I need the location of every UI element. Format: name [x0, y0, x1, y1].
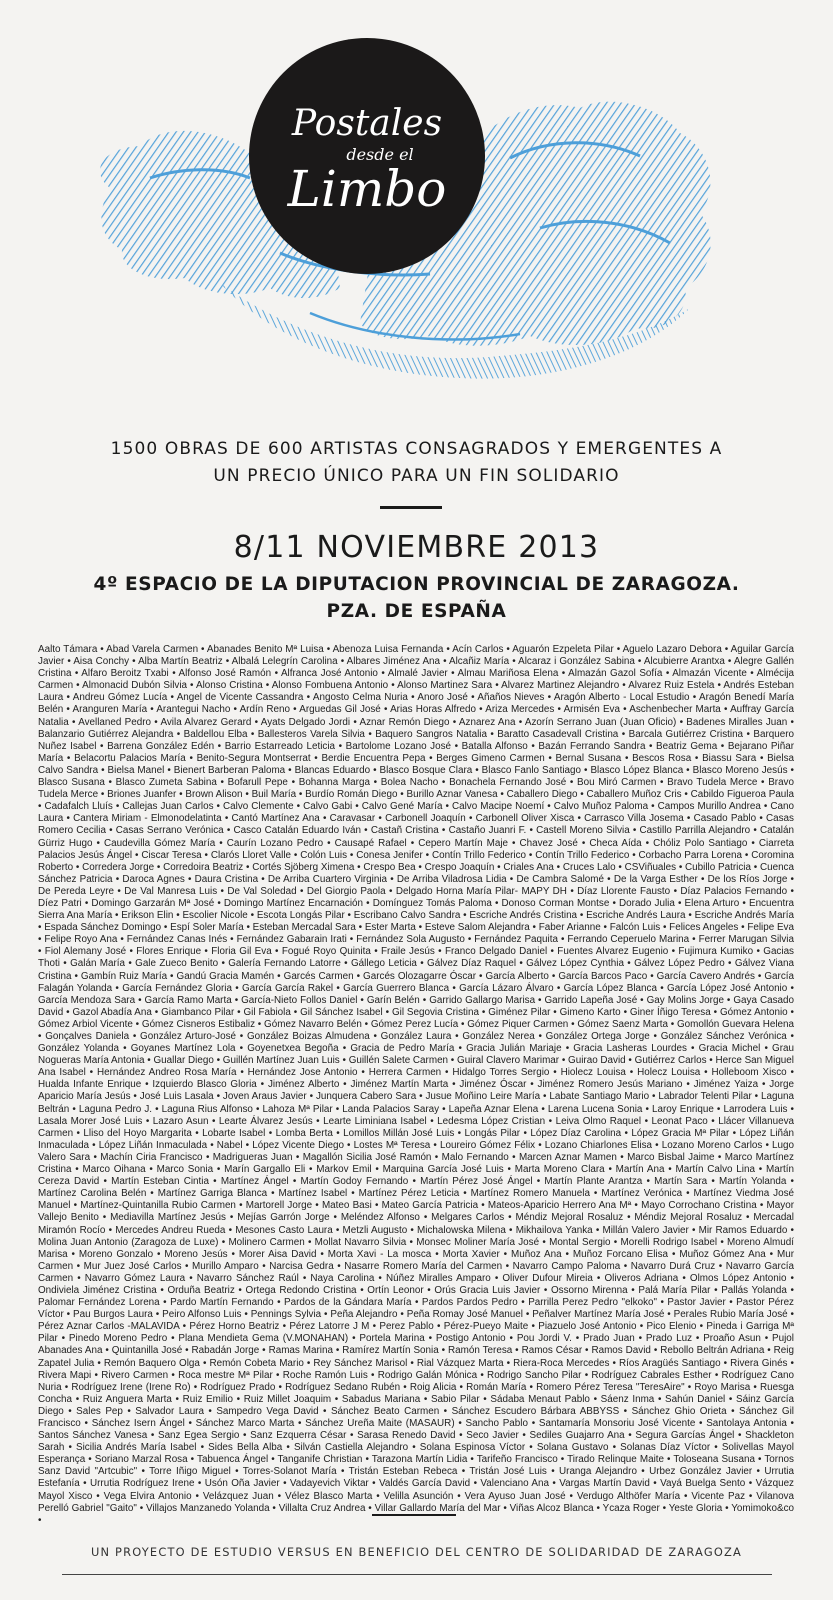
logo-line3: Limbo	[287, 160, 447, 218]
artist-list: Aalto Támara • Abad Varela Carmen • Abanades Benito Mª Luisa • Abenoza Luisa Fernanda • Acín Carlos • Aguarón Ezpeleta Pilar • Aguelo Lazaro Debora • Aguilar García Javier • Aisa Conchy • Alba Martín Beatriz • Albalá Lelegrín Carolina • Albares Jiménez Ana • Alcañiz María • Alcaraz i González Sabina • Alcubierre Arantxa • Alegre Gallén Cristina • Alfaro Beroitz Txabi • Alfonso José Ramón • Alfranca José Antonio • Almalé Javier • Almau Mariñosa Elena • Almazán Gazol Sofía • Almazán Vicente • Almécija Carmen • Almonacid Dubón Silvia • Alonso Cristina • Alonso Fombuena Antonio • Alonso Martinez Sara • Alvarez Martinez Alejandro • Alvarez Ruiz Estela • Andrés Esteban Laura • Andreu Gómez Lucía • Angel de Vicente Cassandra • Angosto Celma Nuria • Anoro José • Añaños Nieves • Aragón Alberto - Local Estudio • Aragón Benedí María Belén • Aranguren María • Arantegui Nacho • Ardín Reno • Arguedas Gil José • Arias Horas Alfredo • Ariza Mercedes • Armisén Eva • Aschenbecher Marta • Auffray García Natalia • Avellaned Pedro • Avila Alvarez Gerard • Ayats Delgado Jordi • Aznar Remón Diego • Aznarez Ana • Azorín Serrano Juan (Juan Oficio) • Badenes Miralles Juan • Balanzario Gutiérrez Alejandra • Baldellou Elba • Ballesteros Varela Silvia • Baquero Sangros Natalia • Baratto Casadevall Cristina • Barcala Gutiérrez Cristina • Barquero Nuñez Isabel • Barrena González Edén • Barrio Estarreado Leticia • Bartolome Lozano José • Batalla Alfonso • Bazán Ferrando Sandra • Beatriz Gema • Bejarano Piñar María • Belacortu Palacios María • Benito-Segura Montserrat • Berdie Encuentra Pepa • Berges Gimeno Carmen • Bernal Susana • Bescos Rosa • Biassu Sara • Bielsa Calvo Sandra • Bielsa Manel • Bienert Barberan Paloma • Blancas Eduardo • Blasco Bosque Clara • Blasco Fanlo Santiago • Blasco López Blanca • Blasco Moreno Jesús • Blasco Susana • Blasco Zumeta Sabina • Bofarull Pepe • Bohanna Marga • Bolea Nacho • Bonachela Fernando José • Bou Miró Carmen • Bravo Tudela Merce • Bravo Tudela Merce • Briones Juanfer • Brown Alison • Buil María • Burdío Román Diego • Burillo Aznar Vanesa • Caballero Diego • Caballero Muñoz Cris • Cabildo Figueroa Paula • Cadafalch Lluís • Callejas Juan Carlos • Calvo Clemente • Calvo Gabi • Calvo Gené María • Calvo Macipe Noemí • Calvo Muñoz Paloma • Campos Murillo Andrea • Cano Laura • Cantera Miriam - Elmonodelatinta • Cantó Martínez Ana • Caravasar • Carbonell Joaquín • Carbonell Oliver Xisca • Carrasco Villa Josema • Casado Pablo • Casas Romero Cecilia • Casas Serrano Verónica • Casco Catalán Eduardo Iván • Castañ Cristina • Castaño Juanri F. • Castell Moreno Silvia • Castillo Parrilla Alejandro • Catalán Gürriz Hugo • Caudevilla Gómez María • Caurín Lozano Pedro • Causapé Rafael • Cepero Martín Maje • Chavez José • Checa Aída • Chóliz Polo Santiago • Ciarreta Palacios Jesús Ángel • Ciscar Teresa • Clarós Lloret Valle • Colón Luis • Conesa Jenifer • Contín Trillo Federico • Contín Trillo Federico • Corbacho Parra Lorena • Coromina Roberto • Corredera Jorge • Corredoira Beatriz • Cortés Sjöberg Ximena • Crespo Bea • Crespo Joaquín • Criales Ana • Cruces Lalo • CSViñuales • Cubillo Patricia • Cuenca Sánchez Patricia • Daroca Agnes • Daura Cristina • De Arriba Cuartero Virginia • De Arriba Viladrosa Lidia • De Cambra Salomé • De la Varga Esther • De los Ríos Jorge • De Pereda Leyre • De Val Manresa Luis • De Val Soledad • Del Giorgio Paola • Delgado Horna María Pilar- MAPY DH • Díaz Llorente Fausto • Díaz Palacios Fernando • Díez Patri • Domingo Garzarán Mª José • Domingo Martínez Encarnación • Domínguez Tomás Paloma • Donoso Corman Montse • Dorado Julia • Elena Arturo • Encuentra Sierra Ana María • Erikson Elin • Escolier Nicole • Escota Longás Pilar • Escribano Calvo Sandra • Escriche Andrés Cristina • Escriche Andrés Laura • Escriche Andrés María • Espada Sánchez Domingo • Espí Soler María • Esteban Mercadal Sara • Ester Marta • Esteve Salom Alejandra • Faber Arianne • Falcón Luis • Felices Angeles • Felipe Eva • Felipe Royo Ana • Fernández Canas Inés • Fernández Gabarain Irati • Fernández Sola Augusto • Fernández Paquita • Ferrando Ceperuelo Marina • Ferrer Marugan Silvia • Fiol Alemany José • Flores Enrique • Floria Gil Eva • Fogué Royo Quinita • Fraile Jesús • Franco Delgado Daniel • Fuentes Alvarez Eugenio • Fujimura Kumiko • Gacias Thoti • Galán María • Gale Zueco Benito • Galería Fernando Latorre • Gállego Leticia • Gálvez Díaz Raquel • Gálvez López Cynthia • Gálvez López Pedro • Gálvez Viana Cristina • Gambín Ruiz María • Gandú Gracia Mamén • Garcés Carmen • Garcés Olozagarre Óscar • García Alberto • García Barcos Paco • García Cavero Andrés • García Falagán Yolanda • García Fernández Gloria • García García Rakel • García Guerrero Blanca • García Lázaro Álvaro • García López Blanca • García López José Antonio • García Mendoza Sara • García Ramo Marta • García-Nieto Follos Daniel • Garín Belén • Garrido Gallargo Marisa • Garrido Lapeña José • Gay Molins Jorge • Gaya Casado David • Gazol Abadía Ana • Giambanco Pilar • Gil Fabiola • Gil Sánchez Isabel • Gil Segovia Cristina • Giménez Pilar • Gimeno Karto • Giner Íñigo Teresa • Gómez Antonio • Gómez Arbiol Vicente • Gómez Cisneros Estibaliz • Gómez Navarro Belén • Gómez Perez Lucía • Gómez Piquer Carmen • Gómez Saenz Marta • Gomollón Guevara Helena • Gonçalves Daniela • González Arturo-José • González Boizas Almudena • González Laura • González Nerea • González Ortega Jorge • González Sánchez Verónica • González Yolanda • Goyanes Martínez Lola • Goyenetxea Begoña • Gracia de Pedro María • Gracia Julián Mariaje • Gracia Lasheras Lourdes • Gracia Michel • Grau Nogueras María Antonia • Guallar Diego • Guillén Martínez Juan Luis • Guillén Salete Carmen • Guiral Clavero Marimar • Guirao David • Gutiérrez Carlos • Herce San Miguel Ana Isabel • Hernández Andreo Rosa María • Hernández Jose Antonio • Herrera Carmen • Hidalgo Torres Sergio • Hiolecz Louisa • Holecz Louisa • Holleboom Xisco • Hualda Infante Enrique • Izquierdo Blasco Gloria • Jiménez Alberto • Jiménez Martín Marta • Jiménez Óscar • Jiménez Romero Jesús Mariano • Jiménez Yaiza • Jorge Aparicio María Jesús • José Luis Lasala • Joven Araus Javier • Junquera Cabero Sara • Jusue Moñino Leire María • Labate Santiago Mario • Labrador Telenti Pilar • Laguna Beltrán • Laguna Pedro J. • Laguna Rius Alfonso • Lahoza Mª Pilar • Landa Palacios Saray • Lapeña Aznar Elena • Larena Lucena Sonia • Laroy Enrique • Larrodera Luis • Lasala Morer José Luis • Lazaro Asun • Learte Álvarez Jesús • Learte Liminiana Isabel • Ledesma López Cristian • Leiva Olmo Raquel • Leonat Paco • Llácer Villanueva Carmen • Lliso del Hoyo Margarita • Lobarte Isabel • Lomba Berta • Lomillos Millán José Luis • Longás Pilar • López Díaz Carolina • López Gracia Mª Pilar • López Liñán Inmaculada • López Liñán Inmaculada • Nabel • López Vicente Diego • Lostes Mª Teresa • Loureiro Gómez Félix • Lozano Chiarlones Elisa • Lozano Moreno Carlos • Lugo Valero Sara • Machín Ciria Francisco • Madrigueras Juan • Magallón Sicilia José Ramón • Malo Fernando • Marcen Aznar Mamen • Marco Bisbal Jaime • Marco Martínez Cristina • Marco Oihana • Marco Sonia • Marín Gargallo Eli • Markov Emil • Marquina García José Luis • Marta Moreno Clara • Martín Ana • Martín Calvo Lina • Martín Cereza David • Martín Esteban Cintia • Martínez Ángel • Martín Godoy Fernando • Martín Pérez José Ángel • Martín Plante Arantza • Martín Sara • Martín Yolanda • Martínez Carolina Belén • Martínez Garriga Blanca • Martínez Isabel • Martínez Pérez Leticia • Martínez Romero Manuela • Martínez Verónica • Martínez Viedma José Manuel • Martínez-Quintanilla Rubio Carmen • Martorell Jorge • Mateo Basi • Mateo García Patricia • Mateos-Aparicio Herrero Ana Mª • Mayo Corrochano Cristina • Mayor Vallejo Benito • Mediavilla Martínez Jesús • Mejías Garrón Jorge • Meléndez Alfonso • Melgares Carlos • Méndiz Mejoral Rosaluz • Méndiz Mejoral Rosaluz • Mercadal Miramón Rocío • Mercedes Andreu Rueda • Mesones Casto Laura • Metzli Augusto • Michalowska Milena • Mikhailova Yanka • Millán Valero Javier • Mir Ramos Eduardo • Molina Juan Antonio (Zaragoza de Luxe) • Molinero Carmen • Mollat Navarro Silvia • Monsec Moliner María José • Montal Sergio • Morelli Rodrigo Isabel • Moreno Almudí Marisa • Moreno Gonzalo • Moreno Jesús • Morer Aisa David • Morta Xavi - La mosca • Morta Xavier • Muñoz Ana • Muñoz Forcano Elisa • Muñoz Gómez Ana • Mur Carmen • Mur Juez José Carlos • Murillo Amparo • Narcisa Gedra • Nasarre Romero María del Carmen • Navarro Campo Paloma • Navarro Durá Cruz • Navarro García Carmen • Navarro Gómez Laura • Navarro Sánchez Raúl • Naya Carolina • Núñez Miralles Amparo • Oliver Dufour Mireia • Oliveros Adriana • Olmos López Antonio • Ondiviela Jiménez Cristina • Orduña Beatriz • Ortega Redondo Cristina • Ortín Leonor • Orús Gracia Luis Javier • Ossorno Mirenna • Palá María Pilar • Pallás Yolanda • Palomar Fernández Lorena • Pardo Martín Fernando • Pardos de la Gándara María • Pardos Pardos Pedro • Parrilla Perez Pedro "elkoko" • Pastor Javier • Pastor Pérez Víctor • Pau Burgos Laura • Peiro Alfonso Luis • Pennings Sylvia • Peña Alejandro • Peña Romay José Manuel • Peñalver Martínez María José • Perales Rubio María José • Pérez Aznar Carlos -MALAVIDA • Pérez Horno Beatriz • Pérez Latorre J M • Perez Pablo • Pérez-Pueyo Maite • Piazuelo José Antonio • Pico Elenio • Pineda i Garriga Mª Pilar • Pinedo Moreno Pedro • Plana Mendieta Gema (V.MONAHAN) • Portela Marina • Postigo Antonio • Pou Jordi V. • Prado Juan • Prado Luz • Proaño Asun • Pujol Abanades Ana • Quintanilla José • Rabadán Jorge • Ramas Marina • Ramírez Martín Sonia • Ramón Teresa • Ramos César • Ramos David • Rebollo Beltrán Adriana • Reig Zapatel Julia • Remón Baquero Olga • Remón Cobeta Mario • Rey Sánchez Marisol • Rial Vázquez Marta • Riera-Roca Mercedes • Ríos Aragüés Santiago • Rivera Ginés • Rivera Mapi • Rivero Carmen • Roca mestre Mª Pilar • Roche Ramón Luis • Rodrigo Galán Mónica • Rodrigo Sancho Pilar • Rodríguez Cabrales Esther • Rodríguez Cano Nuria • Rodríguez Irene (Irene Ro) • Rodríguez Prado • Rodríguez Sedano Rubén • Roig Alicia • Román María • Romero Pérez Teresa "TeresAire" • Royo Marisa • Ruesga Concha • Ruiz Anguera Marta • Ruiz Emilio • Ruiz Millet Joaquim • Sabadus Mariana • Sabio Pilar • Sádaba Menaut Pablo • Sáenz Inma • Sahún Daniel • Sáinz García Diego • Sales Pep • Salvador Laura • Sampedro Vega David • Sánchez Beato Carmen • Sánchez Escudero Bárbara ABBYSS • Sánchez Ghio Orieta • Sánchez Gil Francisco • Sánchez Isern Ángel • Sánchez Marco Marta • Sánchez Ureña Maite (MASAUR) • Sancho Pablo • Santamaría Monsoriu José Vicente • Santolaya Antonia • Santos Sánchez Vanesa • Sanz Egea Sergio • Sanz Ezquerra César • Sarasa Renedo David • Seco Javier • Sediles Guajarro Ana • Segura Garcías Ángel • Shackleton Sarah • Sicilia Andrés María Isabel • Sides Bella Alba • Silván Castiella Alejandro • Solana Espinosa Víctor • Solana Gustavo • Solanas Díaz Víctor • Solivellas Mayol Esperança • Soriano Marzal Rosa • Tabuenca Ángel • Tanganife Christian • Tarazona Martín Lidia • Tarifeño Francisco • Tirado Relinque Maite • Toloseana Susana • Tornos Sanz David "Artcubic" • Torre Iñigo Miguel • Torres-Solanot María • Tristán Esteban Rebeca • Tristán José Luis • Uranga Alejandro • Urbez González Javier • Urrutia Estefanía • Urrutia Rodríguez Irene • Usón Oña Javier • Vadayevich Viktar • Valdés García David • Valenciano Ana • Vargas Martín David • Vayá Buelga Sento • Vázquez Mayol Xisco • Vega Elvira Antonio • Velázquez Juan • Vélez Blasco Marta • Velilla Asunción • Vera Ayuso Juan José • Verdugo Althöfer María • Vicente Paz • Vilanova Perelló Gabriel "Gaito" • Villajos Manzanedo Yolanda • Villalta Cruz Andrea • Villar Gallardo María del Mar • Viñas Alcoz Blanca • Ycaza Roger • Yeste Gloria • Yomimoko&co •	[38, 644, 794, 1526]
divider-bottom	[372, 1514, 456, 1516]
logo	[249, 38, 485, 274]
logo-line1: Postales	[291, 103, 443, 144]
footer-underline	[62, 1574, 772, 1575]
event-dates: 8/11 NOVIEMBRE 2013	[233, 530, 600, 565]
footer-credit: UN PROYECTO DE ESTUDIO VERSUS EN BENEFICIO DEL CENTRO DE SOLIDARIDAD DE ZARAGOZA	[90, 1545, 743, 1559]
venue-line1: 4º ESPACIO DE LA DIPUTACION PROVINCIAL DE ZARAGOZA.	[93, 574, 740, 595]
divider-top	[380, 506, 442, 509]
logo-line2: desde el	[346, 145, 414, 164]
subtitle-line2: UN PRECIO ÚNICO PARA UN FIN SOLIDARIO	[213, 466, 620, 486]
subtitle	[40, 436, 793, 490]
venue-line2: PZA. DE ESPAÑA	[326, 601, 507, 622]
header-illustration	[80, 38, 760, 418]
subtitle-line1: 1500 OBRAS DE 600 ARTISTAS CONSAGRADOS Y EMERGENTES A	[110, 439, 723, 459]
venue	[0, 571, 833, 625]
